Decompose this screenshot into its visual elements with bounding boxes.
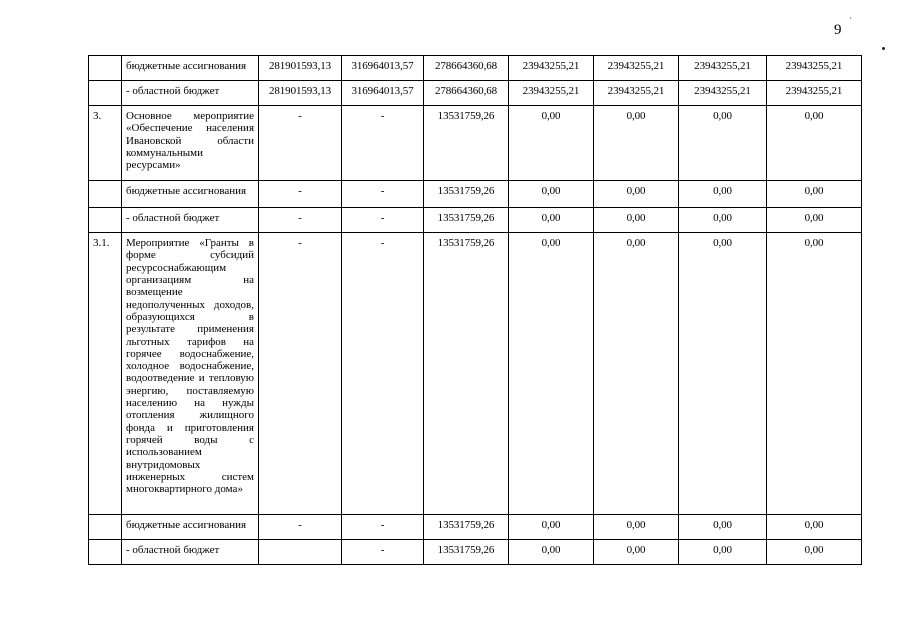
scan-artifact-mark: ` bbox=[849, 16, 852, 26]
table-cell: 278664360,68 bbox=[424, 81, 509, 106]
table-cell: 0,00 bbox=[594, 208, 679, 233]
table-cell: 0,00 bbox=[594, 233, 679, 515]
budget-table bbox=[88, 55, 862, 565]
row-number-cell bbox=[89, 181, 122, 208]
table-cell: 23943255,21 bbox=[679, 81, 767, 106]
table-cell: 0,00 bbox=[679, 233, 767, 515]
table-cell: 0,00 bbox=[509, 233, 594, 515]
table-cell: - bbox=[342, 106, 424, 181]
table-row bbox=[89, 233, 862, 515]
page-number: 9 bbox=[834, 22, 842, 38]
table-cell: - bbox=[342, 233, 424, 515]
row-number-cell bbox=[89, 81, 122, 106]
table-cell: 0,00 bbox=[767, 540, 862, 565]
table-cell: 13531759,26 bbox=[424, 540, 509, 565]
row-label-cell: Основное мероприятие «Обеспечение населения Ивановской области коммунальными ресурсами» bbox=[122, 106, 259, 181]
table-cell bbox=[259, 540, 342, 565]
table-cell: 13531759,26 bbox=[424, 233, 509, 515]
table-cell: - bbox=[259, 515, 342, 540]
row-label-cell: - областной бюджет bbox=[122, 208, 259, 233]
table-cell: 0,00 bbox=[767, 106, 862, 181]
table-row bbox=[89, 81, 862, 106]
table-row bbox=[89, 540, 862, 565]
row-label-cell: бюджетные ассигнования bbox=[122, 56, 259, 81]
row-number-cell bbox=[89, 208, 122, 233]
table-cell: 0,00 bbox=[767, 233, 862, 515]
row-number-cell bbox=[89, 56, 122, 81]
table-cell: 0,00 bbox=[509, 515, 594, 540]
table-cell: 0,00 bbox=[767, 208, 862, 233]
table-cell: 0,00 bbox=[509, 181, 594, 208]
table-cell: - bbox=[259, 208, 342, 233]
table-cell: 13531759,26 bbox=[424, 208, 509, 233]
row-label-cell: Мероприятие «Гранты в форме субсидий ресурсоснабжающим организациям на возмещение недополученных доходов, образующихся в результате применения льготных тарифов на горячее водоснабжение, холодное водоснабжение, водоотведение и тепловую энергию, поставляемую населению на нужды отопления жилищного фонда и приготовления горячей воды с использованием внутридомовых инженерных систем многоквартирного дома» bbox=[122, 233, 259, 515]
row-label-cell: - областной бюджет bbox=[122, 540, 259, 565]
row-label-cell: - областной бюджет bbox=[122, 81, 259, 106]
table-cell: 0,00 bbox=[679, 540, 767, 565]
row-number-cell bbox=[89, 540, 122, 565]
row-number-cell: 3.1. bbox=[89, 233, 122, 515]
table-cell: - bbox=[259, 233, 342, 515]
table-cell: 0,00 bbox=[594, 181, 679, 208]
table-cell: 23943255,21 bbox=[594, 81, 679, 106]
table-cell: 0,00 bbox=[594, 106, 679, 181]
table-cell: 316964013,57 bbox=[342, 81, 424, 106]
table-cell: - bbox=[342, 208, 424, 233]
table-row bbox=[89, 106, 862, 181]
table-cell: 0,00 bbox=[679, 515, 767, 540]
table-cell: 281901593,13 bbox=[259, 81, 342, 106]
table-cell: 23943255,21 bbox=[594, 56, 679, 81]
table-cell: 23943255,21 bbox=[509, 81, 594, 106]
row-label-cell: бюджетные ассигнования bbox=[122, 515, 259, 540]
table-cell: - bbox=[342, 540, 424, 565]
row-number-cell: 3. bbox=[89, 106, 122, 181]
table-cell: 281901593,13 bbox=[259, 56, 342, 81]
table-cell: - bbox=[259, 106, 342, 181]
scan-artifact-dot bbox=[882, 47, 885, 50]
table-row bbox=[89, 208, 862, 233]
table-cell: 316964013,57 bbox=[342, 56, 424, 81]
table-cell: 0,00 bbox=[509, 208, 594, 233]
table-cell: 13531759,26 bbox=[424, 106, 509, 181]
table-row bbox=[89, 515, 862, 540]
table-cell: 0,00 bbox=[594, 515, 679, 540]
table-cell: - bbox=[342, 515, 424, 540]
table-cell: 0,00 bbox=[679, 181, 767, 208]
table-cell: 23943255,21 bbox=[509, 56, 594, 81]
table-cell: 0,00 bbox=[509, 540, 594, 565]
table-cell: 0,00 bbox=[679, 208, 767, 233]
row-label-cell: бюджетные ассигнования bbox=[122, 181, 259, 208]
table-cell: 13531759,26 bbox=[424, 181, 509, 208]
row-number-cell bbox=[89, 515, 122, 540]
table-cell: 23943255,21 bbox=[767, 56, 862, 81]
table-cell: 0,00 bbox=[594, 540, 679, 565]
table-cell: 0,00 bbox=[767, 515, 862, 540]
table-cell: - bbox=[259, 181, 342, 208]
table-row bbox=[89, 56, 862, 81]
table-cell: 13531759,26 bbox=[424, 515, 509, 540]
table-cell: 0,00 bbox=[767, 181, 862, 208]
table-cell: 0,00 bbox=[509, 106, 594, 181]
table-cell: 23943255,21 bbox=[679, 56, 767, 81]
table-cell: 278664360,68 bbox=[424, 56, 509, 81]
table-row bbox=[89, 181, 862, 208]
table-cell: 23943255,21 bbox=[767, 81, 862, 106]
table-cell: - bbox=[342, 181, 424, 208]
table-cell: 0,00 bbox=[679, 106, 767, 181]
